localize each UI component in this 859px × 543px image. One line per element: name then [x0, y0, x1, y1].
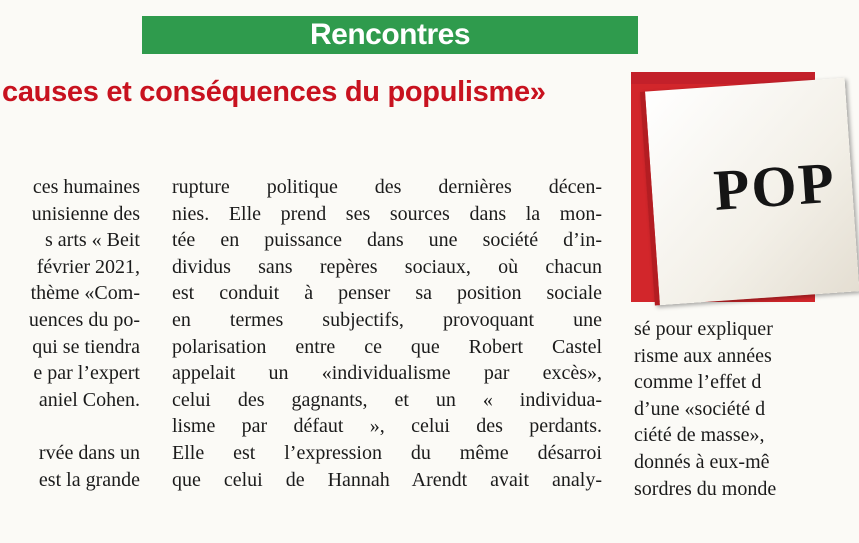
book-title: POP [711, 149, 839, 223]
text-line: e par l’expert [33, 362, 140, 385]
book-cover-image [631, 72, 839, 302]
section-label: Rencontres [309, 18, 471, 51]
text-line: aniel Cohen. [38, 388, 140, 411]
text-line: ces humaines [32, 176, 140, 198]
text-line [0, 413, 140, 440]
text-line: qui se tiendra [32, 335, 140, 358]
text-line: polarisation entre ce que Robert Castel [172, 335, 602, 358]
text-line: est conduit à penser sa position sociale [172, 282, 602, 305]
text-column-right [634, 316, 834, 502]
section-banner [142, 16, 638, 54]
text-line: février 2021, [36, 255, 140, 278]
text-line: risme aux années [634, 344, 772, 367]
text-line: unisienne des [31, 202, 140, 225]
text-line: thème «Com- [30, 282, 140, 305]
text-line: donnés à eux-mê [634, 450, 770, 473]
text-line: Elle est l’expression du même désarroi [172, 441, 602, 464]
text-line: dividus sans repères sociaux, où chacun [172, 255, 602, 278]
text-line: d’une «société d [634, 397, 766, 420]
text-line: nies. Elle prend ses sources dans la mon- [172, 202, 602, 225]
text-column-middle [172, 174, 602, 493]
text-line: en termes subjectifs, provoquant une [172, 308, 602, 331]
text-line: uences du po- [28, 308, 140, 331]
text-line: rupture politique des dernières décen- [172, 176, 602, 198]
text-line: lisme par défaut », celui des perdants. [172, 415, 602, 438]
text-line: celui des gagnants, et un « individua- [172, 388, 602, 411]
text-line: rvée dans un [38, 441, 140, 464]
text-line: est la grande [38, 468, 140, 491]
text-line: s arts « Beit [45, 229, 140, 252]
text-line: ciété de masse», [634, 424, 765, 447]
book-cover [640, 78, 859, 306]
text-line: sordres du monde [634, 477, 777, 500]
text-line: appelait un «individualisme par excès», [172, 362, 602, 385]
text-line: sé pour expliquer [634, 318, 773, 340]
text-line: tée en puissance dans une société d’in- [172, 229, 602, 252]
text-line: comme l’effet d [634, 371, 762, 394]
text-line: que celui de Hannah Arendt avait analy- [172, 468, 602, 491]
text-column-left [0, 174, 140, 493]
article-headline: causes et conséquences du populisme» [2, 76, 546, 108]
